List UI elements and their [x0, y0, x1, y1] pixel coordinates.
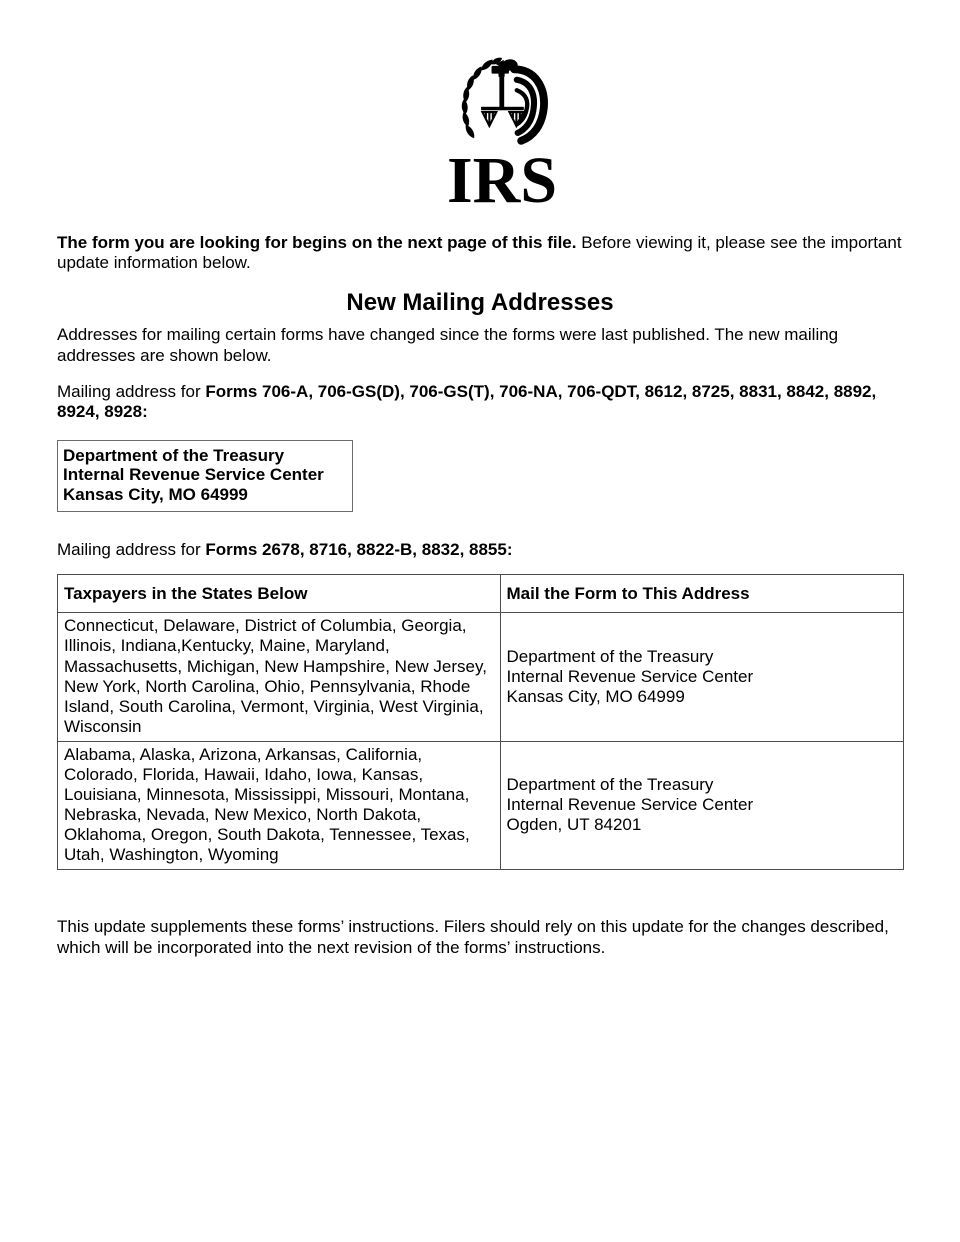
address-box-line-2: Internal Revenue Service Center	[63, 465, 324, 485]
address-line: Department of the Treasury	[506, 647, 714, 666]
page-title: New Mailing Addresses	[346, 289, 614, 317]
mailing-address-line-1	[57, 382, 903, 423]
address-line: Kansas City, MO 64999	[506, 687, 685, 707]
address-box-line-1: Department of the Treasury	[63, 446, 285, 466]
table-row	[58, 613, 904, 741]
mailing2-prefix: Mailing address for	[57, 539, 206, 559]
address-box-line-3: Kansas City, MO 64999	[63, 484, 248, 504]
address-line: Internal Revenue Service Center	[506, 667, 754, 687]
address-line: Ogden, UT 84201	[506, 815, 642, 835]
table-header-row	[58, 575, 904, 613]
irs-eagle-emblem	[441, 56, 563, 148]
intro-bold-text: The form you are looking for begins on the next page of this file.	[57, 232, 577, 252]
mailing-address-table	[57, 574, 904, 870]
mailing1-prefix: Mailing address for	[57, 381, 206, 401]
header-states-column: Taxpayers in the States Below	[58, 575, 501, 613]
scale-beam	[481, 107, 524, 110]
intro-paragraph	[57, 233, 903, 274]
footer-note: This update supplements these forms’ instructions. Filers should rely on this update for the changes described, which will be incorporated into the next revision of the forms’ instructions.	[57, 917, 889, 957]
mailing-address-line-2	[57, 540, 903, 561]
states-list-east: Connecticut, Delaware, District of Columbia, Georgia, Illinois, Indiana,Kentucky, Maine, Maryland, Massachusetts, Michigan, New Hampshire, New Jersey, New York, North Carolina, Ohio, Pennsylvania, Rhode Island, South Carolina, Vermont, Virginia, West Virginia, Wisconsin	[58, 613, 501, 741]
address-line: Department of the Treasury	[506, 775, 714, 795]
irs-wordmark: IRS	[446, 144, 558, 217]
table-row	[58, 741, 904, 869]
header-address-column: Mail the Form to This Address	[500, 575, 904, 613]
mailing2-forms-list: Forms 2678, 8716, 8822-B, 8832, 8855:	[205, 539, 513, 559]
intro-regular-text: Before viewing it, please see the important update information below.	[57, 232, 902, 273]
address-ogden	[500, 741, 904, 869]
irs-logo	[441, 0, 563, 217]
kansas-city-address-box	[57, 440, 353, 512]
summary-paragraph: Addresses for mailing certain forms have changed since the forms were last published. The new mailing addresses are shown below.	[57, 325, 839, 365]
states-list-west: Alabama, Alaska, Arizona, Arkansas, California, Colorado, Florida, Hawaii, Idaho, Iowa, Kansas, Louisiana, Minnesota, Mississippi, Missouri, Montana, Nebraska, Nevada, New Mexico, North Dakota, Oklahoma, Oregon, South Dakota, Tennessee, Texas, Utah, Washington, Wyoming	[58, 741, 501, 869]
address-line: Internal Revenue Service Center	[506, 795, 754, 815]
address-kansas-city	[500, 613, 904, 741]
mailing1-forms-list: Forms 706-A, 706-GS(D), 706-GS(T), 706-NA, 706-QDT, 8612, 8725, 8831, 8842, 8892, 8924, 8928:	[57, 381, 877, 422]
